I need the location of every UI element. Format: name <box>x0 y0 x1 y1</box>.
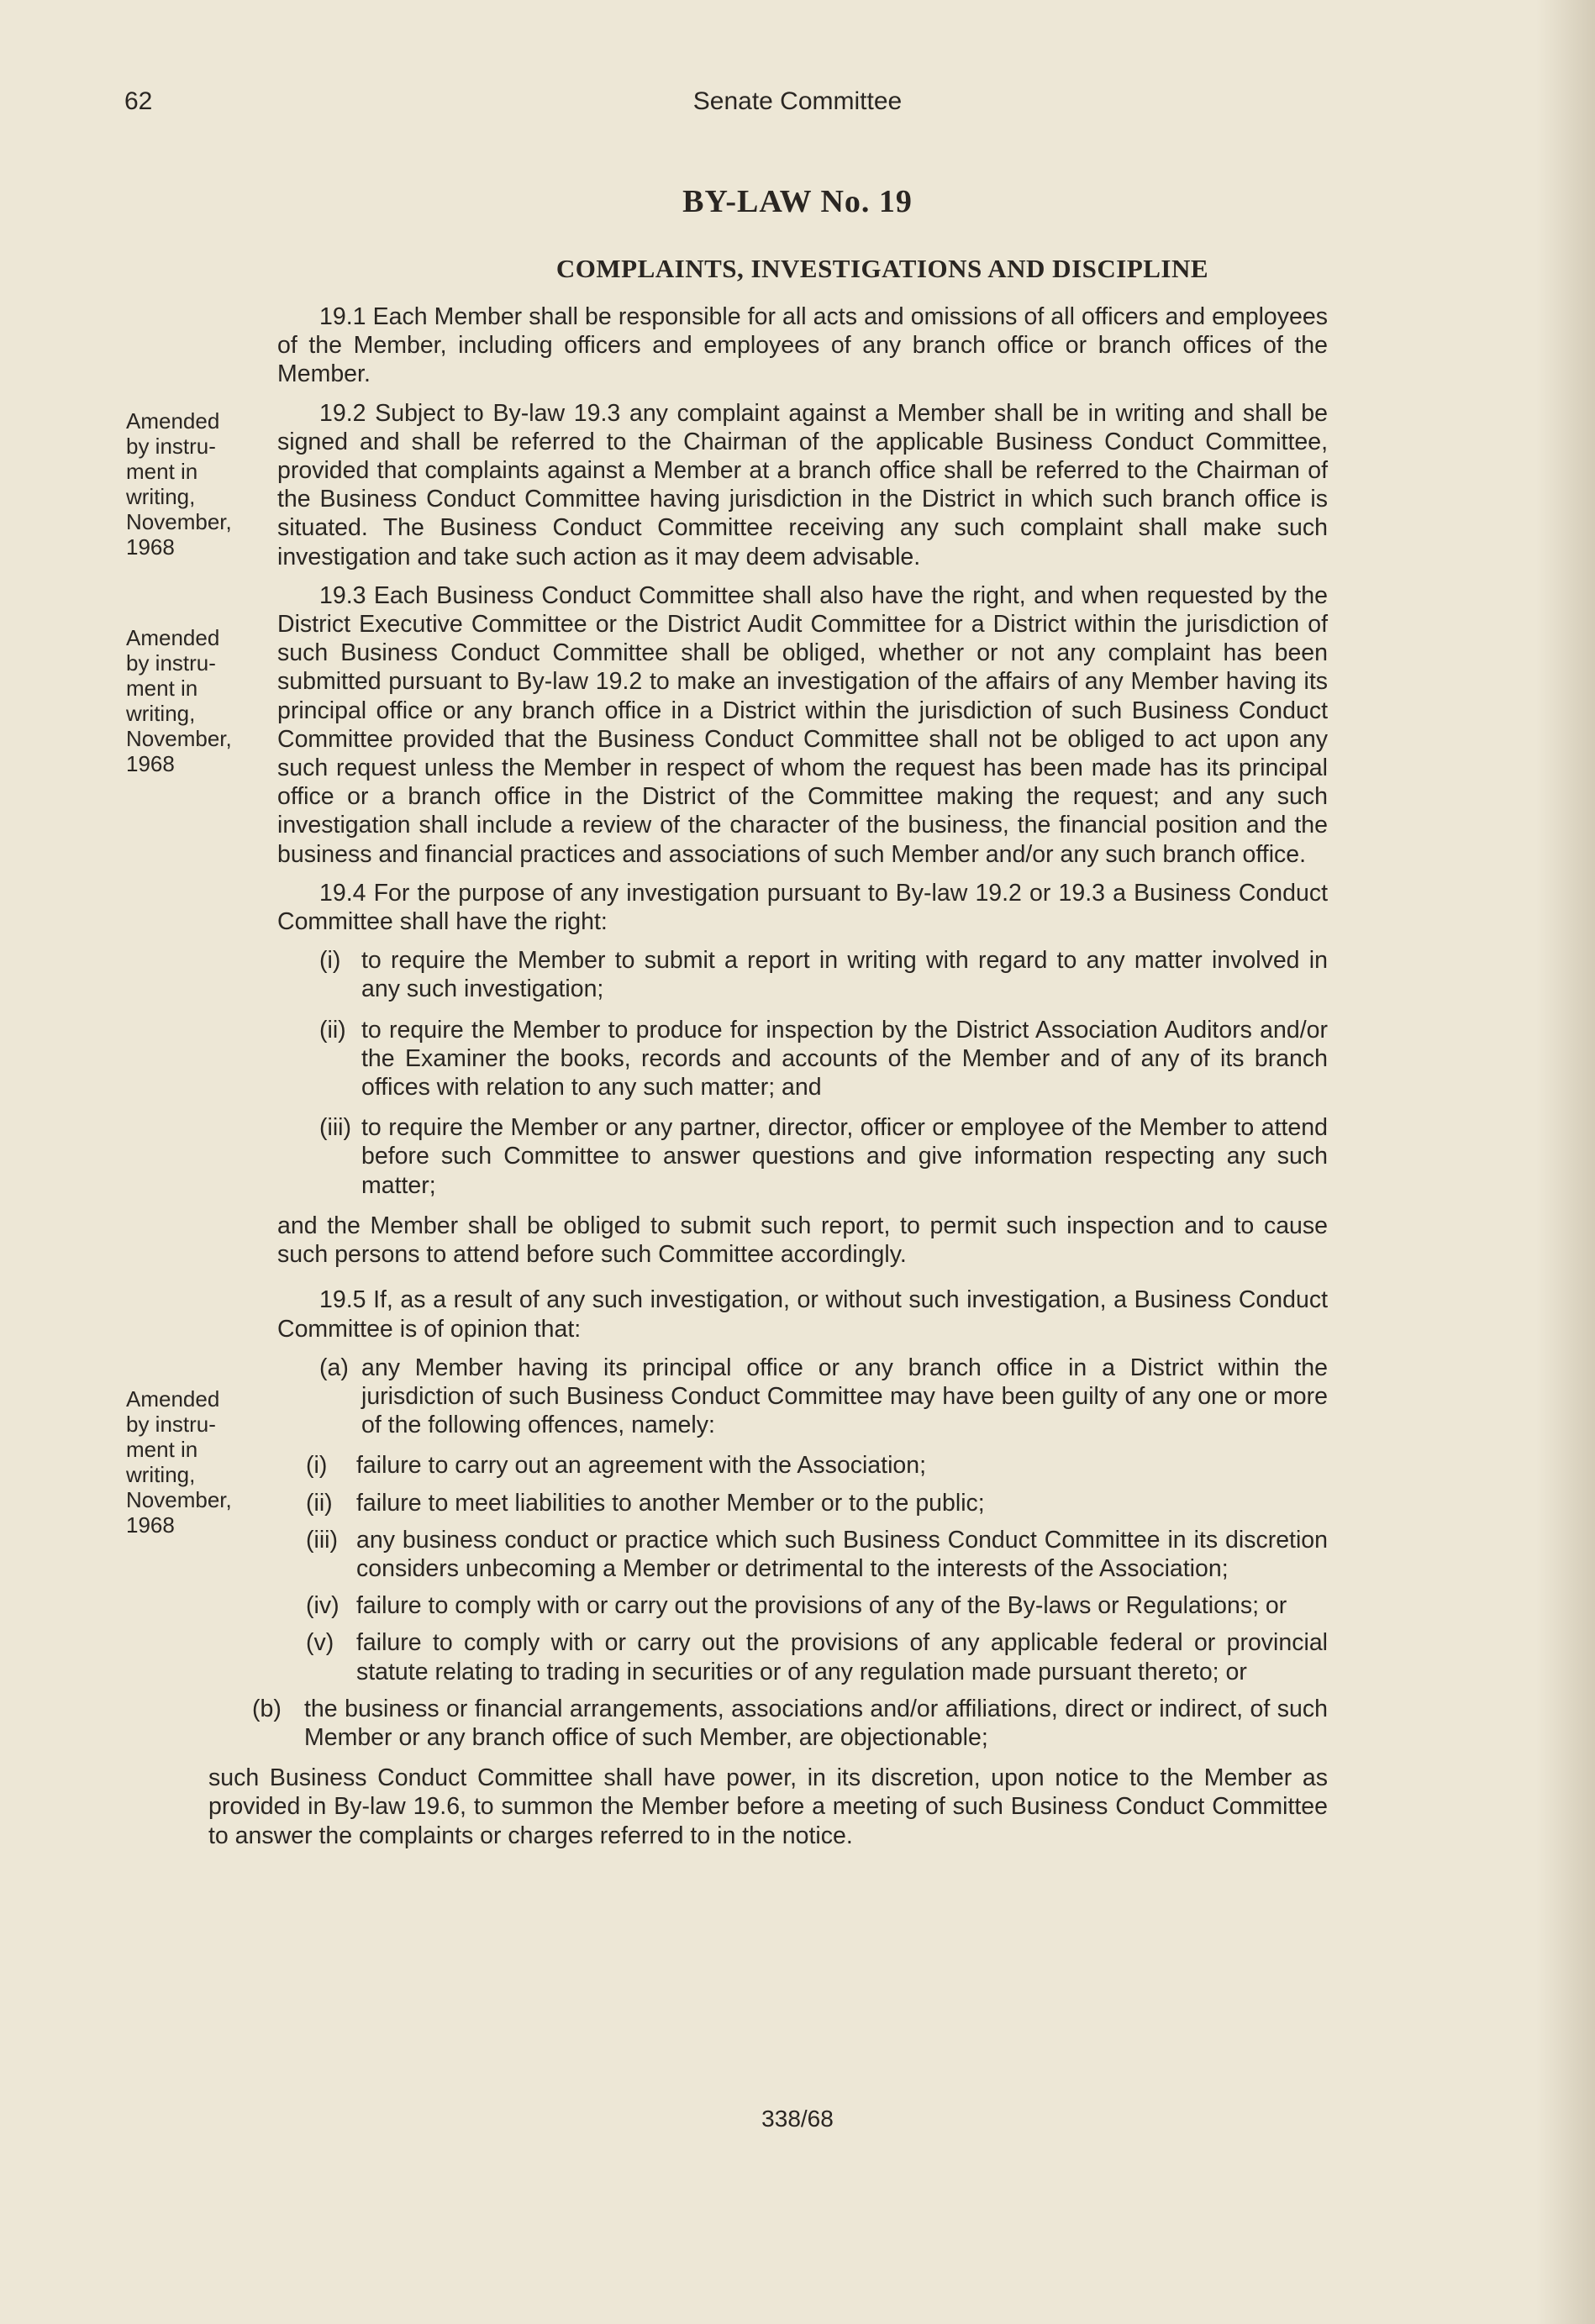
list-item-19-4-i <box>277 946 1328 1003</box>
running-title: Senate Committee <box>692 87 903 115</box>
list-item-19-5-b <box>252 1695 1328 1752</box>
item-text: failure to meet liabilities to another Member or to the public; <box>356 1489 985 1517</box>
paragraph-19-1: 19.1 Each Member shall be responsible for all acts and omissions of all officers and employees of the Member, including officers and employees of any branch office or branch offices of the Member. <box>277 303 1328 388</box>
item-label: (i) <box>319 947 341 975</box>
item-label: (ii) <box>306 1489 333 1517</box>
list-item-19-5-a-iii <box>277 1526 1328 1583</box>
paragraph-19-4: 19.4 For the purpose of any investigation pursuant to By-law 19.2 or 19.3 a Business Conduct Committee shall have the right: <box>277 879 1328 936</box>
paragraph-19-4-continuation: and the Member shall be obliged to submit such report, to permit such inspection and to cause such persons to attend before such Committee accordingly. <box>277 1212 1328 1269</box>
margin-note-19-5: Amended by instru- ment in writing, November, 1968 <box>126 1386 232 1538</box>
item-label: (iii) <box>306 1526 338 1554</box>
paragraph-19-3: 19.3 Each Business Conduct Committee shall also have the right, and when requested by the District Executive Committee or the District Audit Committee for a District within the jurisdiction of such Business Conduct Committee shall be obliged, whether or not any complaint has been submitted pursuant to By-law 19.2 to make an investigation of the affairs of any Member having its principal office or any branch office in a District within the jurisdiction of such Business Conduct Committee provided that the Business Conduct Committee shall not be obliged to act upon any such request unless the Member in respect of whom the request has been made has its principal office or a branch office in the District of the Committee making the request; and any such investigation shall include a review of the character of the business, the financial position and the business and financial practices and associations of such Member and/or any such branch office. <box>277 581 1328 868</box>
item-text: to require the Member or any partner, director, officer or employee of the Member to attend before such Committee to answer questions and give information respecting any such matter; <box>361 1114 1328 1199</box>
binding-shadow <box>1536 0 1595 2324</box>
item-text: any business conduct or practice which such Business Conduct Committee in its discretion considers unbecoming a Member or detrimental to the interests of the Association; <box>356 1526 1328 1582</box>
list-item-19-5-a-i <box>277 1451 1328 1480</box>
item-label: (a) <box>319 1354 349 1381</box>
item-label: (b) <box>252 1695 282 1722</box>
list-item-19-4-iii <box>277 1113 1328 1200</box>
item-text: to require the Member to produce for inspection by the District Association Auditors and/or the Examiner the books, records and accounts of the Member and of any of its branch offices with relation to any such matter; and <box>361 1016 1328 1102</box>
item-label: (v) <box>306 1629 334 1657</box>
list-item-19-4-ii <box>277 1016 1328 1102</box>
list-item-19-5-a-ii <box>277 1489 1328 1517</box>
item-text: to require the Member to submit a report in writing with regard to any matter involved in any such investigation; <box>361 947 1328 1003</box>
paragraph-19-5-conclusion: such Business Conduct Committee shall have power, in its discretion, upon notice to the Member as provided in By-law 19.6, to summon the Member before a meeting of such Business Conduct Committee to answer the complaints or charges referred to in the notice. <box>208 1764 1328 1849</box>
footer-code: 338/68 <box>761 2106 834 2132</box>
page-number: 62 <box>124 87 153 115</box>
list-item-19-5-a-v <box>277 1628 1328 1685</box>
item-label: (iv) <box>306 1592 340 1620</box>
list-item-19-5-a <box>277 1354 1328 1440</box>
paragraph-19-2: 19.2 Subject to By-law 19.3 any complaint against a Member shall be in writing and shall be signed and shall be referred to the Chairman of the applicable Business Conduct Committee, provided that complaints against a Member at a branch office shall be referred to the Chairman of the Business Conduct Committee having jurisdiction in the District in which such branch office is situated. The Business Conduct Committee receiving any such complaint shall make such investigation and take such action as it may deem advisable. <box>277 399 1328 570</box>
bylaw-body <box>208 302 1328 1860</box>
item-text: failure to comply with or carry out the provisions of any applicable federal or provincial statute relating to trading in securities or of any regulation made pursuant thereto; or <box>356 1629 1328 1685</box>
bylaw-title: BY-LAW No. 19 <box>682 184 913 219</box>
margin-note-19-2: Amended by instru- ment in writing, November, 1968 <box>126 408 232 560</box>
section-title: COMPLAINTS, INVESTIGATIONS AND DISCIPLINE <box>555 254 1209 283</box>
list-item-19-5-a-iv <box>277 1591 1328 1620</box>
paragraph-19-5: 19.5 If, as a result of any such investigation, or without such investigation, a Business Conduct Committee is of opinion that: <box>277 1286 1328 1343</box>
item-label: (i) <box>306 1452 328 1480</box>
item-label: (iii) <box>319 1114 351 1142</box>
item-text: any Member having its principal office or any branch office in a District within the jurisdiction of such Business Conduct Committee may have been guilty of any one or more of the following offences, namely: <box>361 1354 1328 1439</box>
item-label: (ii) <box>319 1016 346 1044</box>
item-text: the business or financial arrangements, associations and/or affiliations, direct or indirect, of such Member or any branch office of such Member, are objectionable; <box>304 1695 1328 1751</box>
item-text: failure to carry out an agreement with the Association; <box>356 1452 927 1480</box>
item-text: failure to comply with or carry out the provisions of any of the By-laws or Regulations; or <box>356 1592 1287 1620</box>
margin-note-19-3: Amended by instru- ment in writing, November, 1968 <box>126 625 232 776</box>
